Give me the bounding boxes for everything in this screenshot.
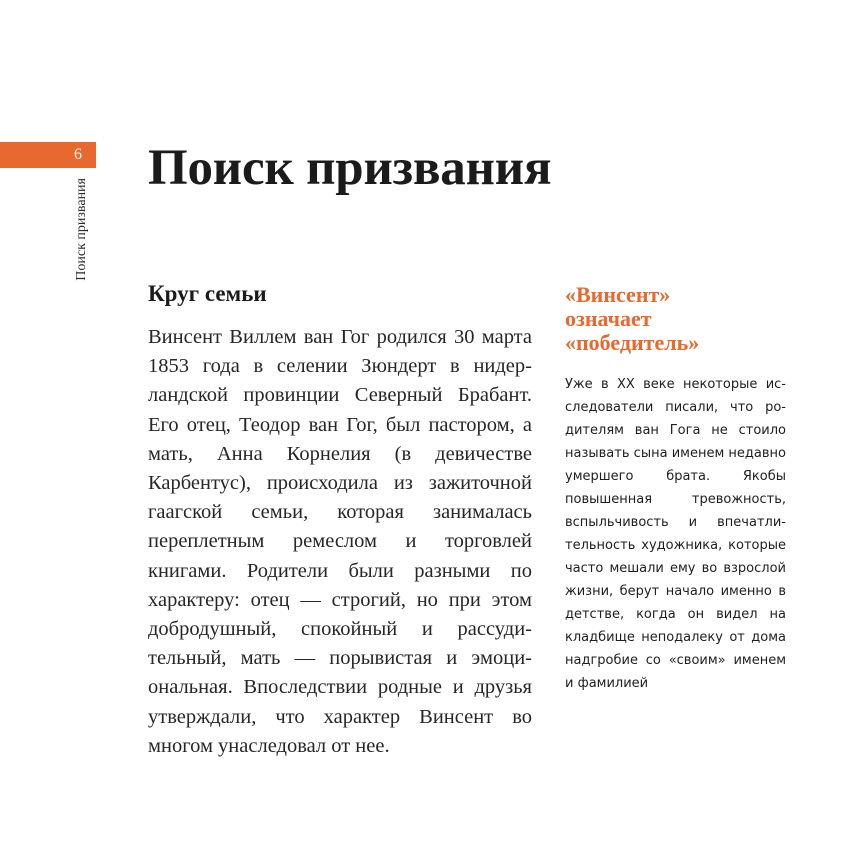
chapter-title: Поиск призвания [148, 140, 552, 196]
body-paragraph: Винсент Виллем ван Гог родился 30 марта 1853 года в селении Зюндерт в нидерландской провинции Северный Брабант. Его отец, Теодор ван Гог, был пастором, а мать, Анна Корнелия (в девичестве Карбентус), происходила из зажиточной гаагской семьи, которая занималась переплетным ремеслом и торговлей книгами. Родители были разными по характеру: отец — строгий, но при этом добродушный, спокойный и рассудительный, мать — порывистая и эмоциональная. Впоследствии родные и друзья утверждали, что характер Винсент во многом унаследовал от нее. [148, 326, 532, 757]
section-heading: Круг семьи [148, 281, 267, 306]
running-header: Поиск призвания [74, 178, 89, 281]
sidebar-title [565, 283, 755, 355]
sidebar-title-line: означает [565, 306, 652, 331]
page-number: 6 [74, 146, 82, 163]
sidebar-paragraph: Уже в XX веке некоторые исследователи писали, что родителям ван Гога не стоило называть сына именем недавно умершего брата. Якобы повышенная тревожность, вспыльчивость и впечатлительность художника, которые часто мешали ему во взрослой жизни, берут начало именно в детстве, когда он видел на кладбище неподалеку от дома надгробие со «своим» именем и фамилией [565, 377, 786, 691]
sidebar-title-line: «Винсент» [565, 282, 671, 307]
sidebar-title-line: «победитель» [565, 330, 700, 355]
page-number-tab [0, 142, 96, 168]
